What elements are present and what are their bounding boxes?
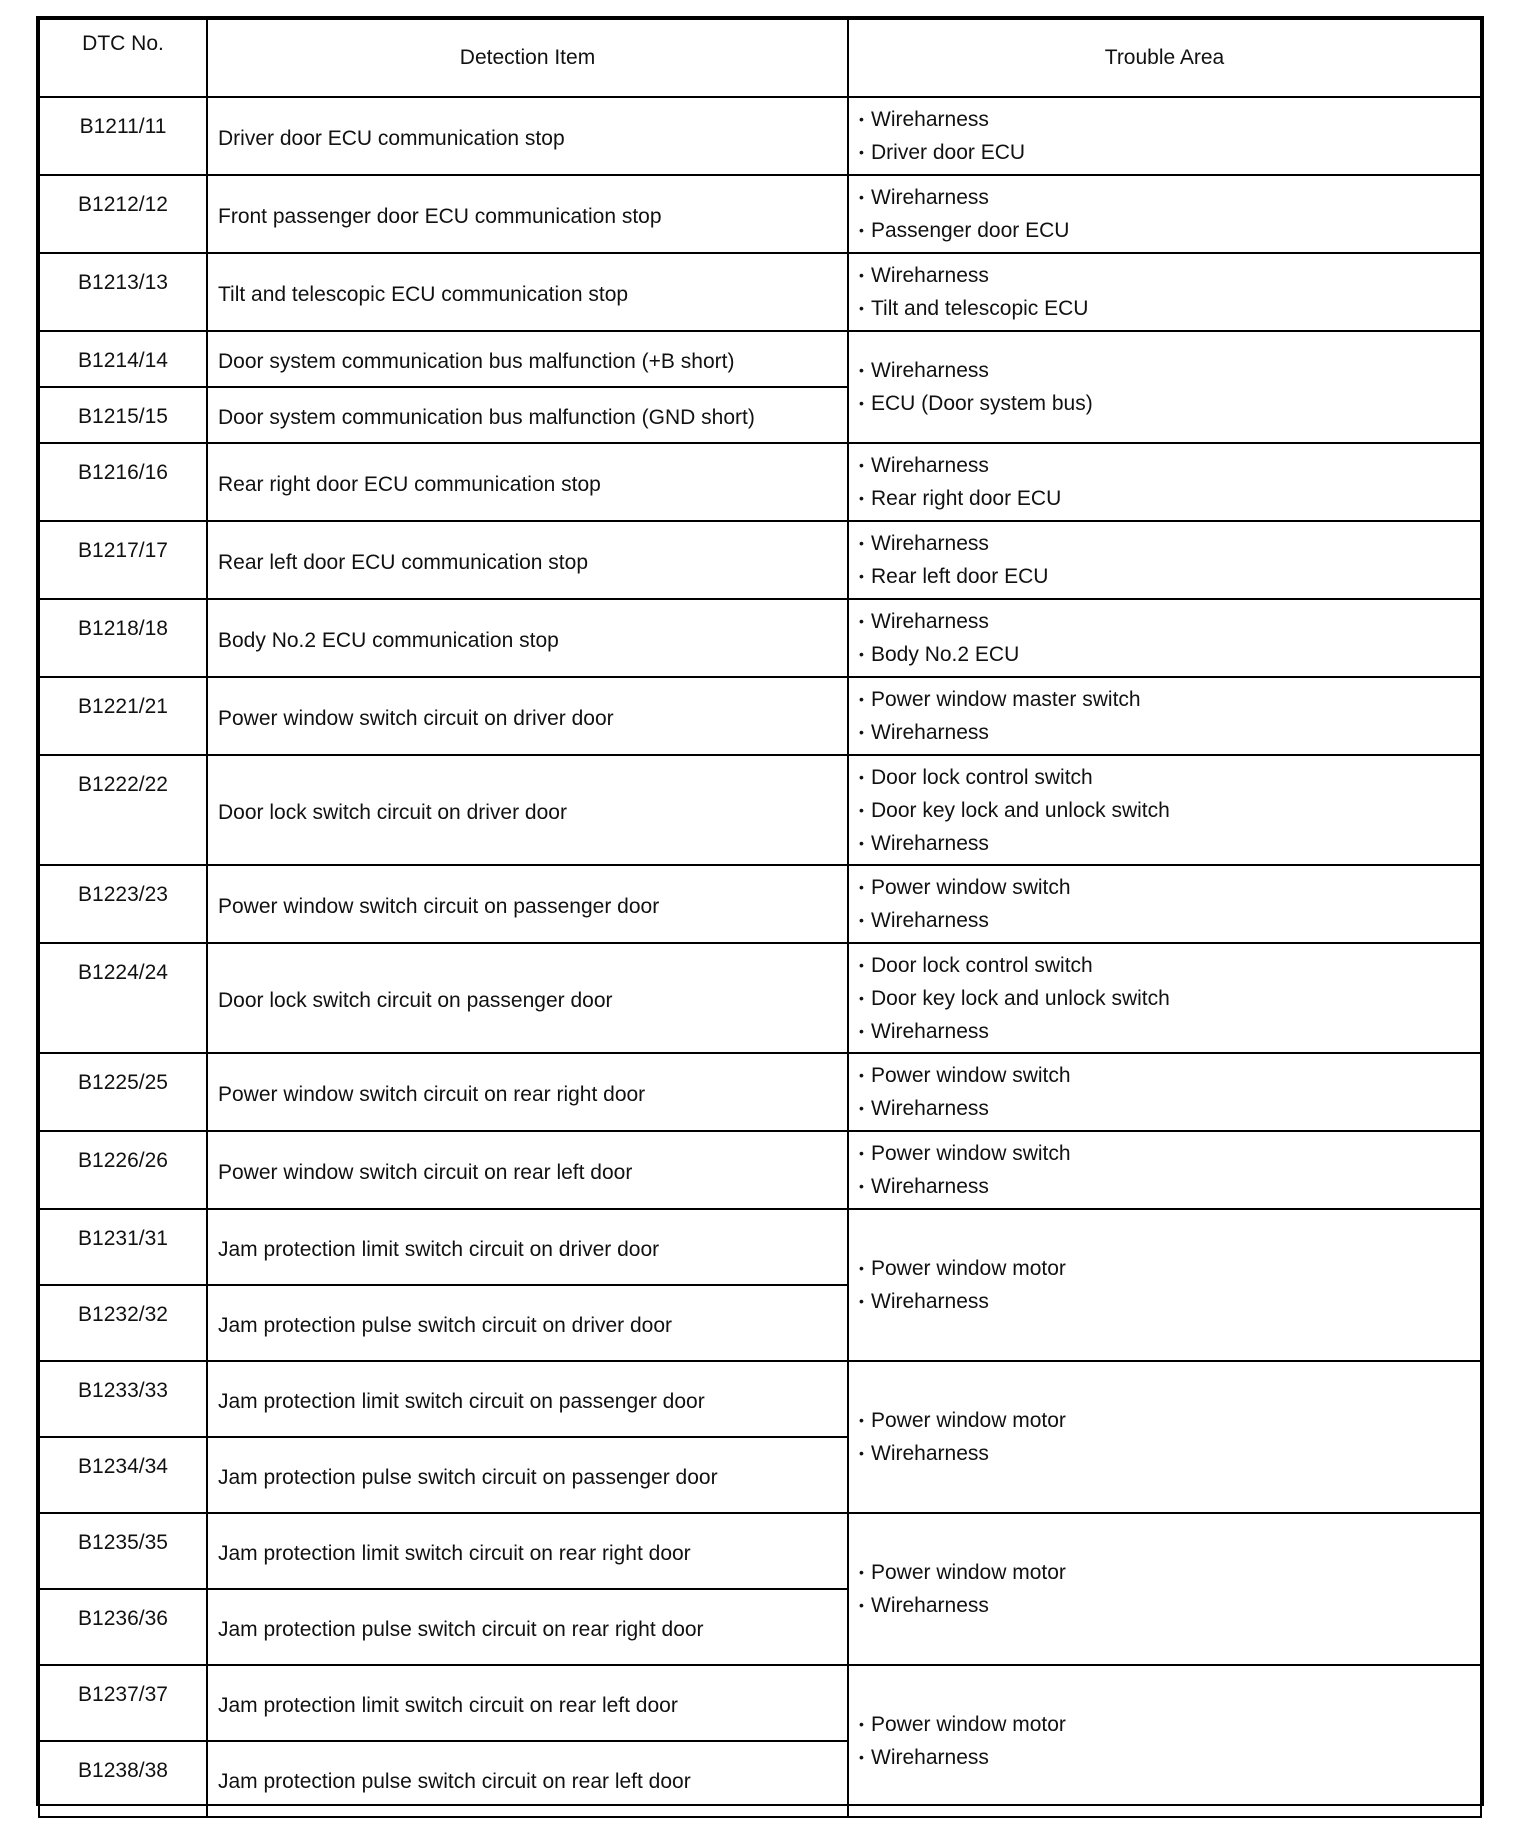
trouble-area-item <box>859 1437 1480 1470</box>
table-row <box>39 253 1481 331</box>
trouble-area-text: Wireharness <box>871 454 989 477</box>
trouble-area-text: Wireharness <box>871 108 989 131</box>
bullet-icon: • <box>859 879 864 895</box>
trouble-area-text: Wireharness <box>871 1175 989 1198</box>
bullet-icon: • <box>859 1100 864 1116</box>
detection-item-cell: Driver door ECU communication stop <box>207 97 848 175</box>
table-row <box>39 175 1481 253</box>
trouble-area-text: Door key lock and unlock switch <box>871 798 1170 822</box>
trouble-area-item <box>859 605 1480 638</box>
bullet-icon: • <box>859 1445 864 1461</box>
trouble-area-text: Tilt and telescopic ECU <box>871 297 1089 320</box>
trouble-area-item <box>859 716 1480 749</box>
trouble-area-item <box>859 482 1480 515</box>
bullet-icon: • <box>859 724 864 740</box>
trouble-area-item <box>859 527 1480 560</box>
trouble-area-text: Wireharness <box>871 909 989 932</box>
dtc-code-cell <box>39 175 207 253</box>
bullet-icon: • <box>859 1716 864 1732</box>
trouble-area-text: ECU (Door system bus) <box>871 392 1093 415</box>
trouble-area-cell <box>848 175 1481 253</box>
bullet-icon: • <box>859 989 864 1006</box>
bullet-icon: • <box>859 1412 864 1428</box>
trouble-area-item <box>859 904 1480 937</box>
dtc-code-cell <box>39 1131 207 1209</box>
trouble-area-item <box>859 354 1480 387</box>
dtc-code: B1234/34 <box>78 1455 168 1478</box>
table-row <box>39 599 1481 677</box>
bullet-icon: • <box>859 111 864 127</box>
table-row <box>39 1665 1481 1741</box>
trouble-area-cell <box>848 1131 1481 1209</box>
table-row <box>39 443 1481 521</box>
dtc-code: B1217/17 <box>78 539 168 562</box>
bullet-icon: • <box>859 535 864 551</box>
dtc-code: B1232/32 <box>78 1303 168 1326</box>
trouble-area-cell <box>848 1361 1481 1513</box>
detection-item-cell: Tilt and telescopic ECU communication stop <box>207 253 848 331</box>
trouble-area-item <box>859 181 1480 214</box>
bullet-icon: • <box>859 568 864 584</box>
dtc-code: B1214/14 <box>78 349 168 372</box>
trouble-area-item <box>859 387 1480 420</box>
trouble-area-text: Wireharness <box>871 610 989 633</box>
trouble-area-item <box>859 1741 1480 1774</box>
detection-item-cell: Door system communication bus malfunction (GND short) <box>207 387 848 443</box>
bullet-icon: • <box>859 267 864 283</box>
table-row <box>39 755 1481 865</box>
header-trouble-area: Trouble Area <box>848 19 1481 97</box>
trouble-area-cell <box>848 443 1481 521</box>
trouble-area-text: Door lock control switch <box>871 953 1093 977</box>
detection-item-cell: Jam protection limit switch circuit on driver door <box>207 1209 848 1285</box>
dtc-code-cell <box>39 755 207 865</box>
trouble-area-cell <box>848 943 1481 1053</box>
trouble-area-cell <box>848 97 1481 175</box>
dtc-code-cell <box>39 253 207 331</box>
bullet-icon: • <box>859 912 864 928</box>
trouble-area-item <box>859 1589 1480 1622</box>
trouble-area-text: Body No.2 ECU <box>871 643 1020 666</box>
dtc-code: B1218/18 <box>78 617 168 640</box>
dtc-code: B1215/15 <box>78 405 168 428</box>
trouble-area-item <box>859 136 1480 169</box>
bullet-icon: • <box>859 1145 864 1161</box>
dtc-code: B1225/25 <box>78 1071 168 1094</box>
trouble-area-text: Passenger door ECU <box>871 219 1070 242</box>
bullet-icon: • <box>859 222 864 238</box>
detection-item-cell: Door system communication bus malfunction (+B short) <box>207 331 848 387</box>
dtc-code: B1226/26 <box>78 1149 168 1172</box>
detection-item-cell: Jam protection limit switch circuit on rear right door <box>207 1513 848 1589</box>
bullet-icon: • <box>859 1022 864 1039</box>
dtc-table-container <box>36 16 1484 1806</box>
dtc-code-cell <box>39 1209 207 1285</box>
dtc-code-cell <box>39 1513 207 1589</box>
trouble-area-item <box>859 259 1480 292</box>
dtc-code: B1233/33 <box>78 1379 168 1402</box>
table-row <box>39 331 1481 387</box>
trouble-area-item <box>859 560 1480 593</box>
trouble-area-text: Wireharness <box>871 1594 989 1617</box>
bullet-icon: • <box>859 362 864 378</box>
trouble-area-item <box>859 638 1480 671</box>
trouble-area-cell <box>848 755 1481 865</box>
dtc-code-cell <box>39 97 207 175</box>
trouble-area-cell <box>848 1665 1481 1817</box>
detection-item-cell: Rear right door ECU communication stop <box>207 443 848 521</box>
trouble-area-item <box>859 1137 1480 1170</box>
bullet-icon: • <box>859 691 864 707</box>
trouble-area-item <box>859 1059 1480 1092</box>
dtc-code: B1237/37 <box>78 1683 168 1706</box>
table-row <box>39 677 1481 755</box>
bullet-icon: • <box>859 1260 864 1276</box>
bullet-icon: • <box>859 1178 864 1194</box>
trouble-area-text: Rear right door ECU <box>871 487 1062 510</box>
table-row <box>39 1513 1481 1589</box>
detection-item-cell: Jam protection pulse switch circuit on rear left door <box>207 1741 848 1817</box>
trouble-area-item <box>859 214 1480 247</box>
dtc-code-cell <box>39 1053 207 1131</box>
trouble-area-item <box>859 1708 1480 1741</box>
bullet-icon: • <box>859 300 864 316</box>
dtc-code: B1236/36 <box>78 1607 168 1630</box>
trouble-area-item <box>859 1015 1480 1048</box>
trouble-area-text: Power window master switch <box>871 688 1141 711</box>
dtc-code-cell <box>39 387 207 443</box>
bullet-icon: • <box>859 613 864 629</box>
dtc-code: B1216/16 <box>78 461 168 484</box>
trouble-area-cell <box>848 677 1481 755</box>
detection-item-cell: Power window switch circuit on driver door <box>207 677 848 755</box>
trouble-area-text: Power window motor <box>871 1257 1066 1280</box>
bullet-icon: • <box>859 490 864 506</box>
trouble-area-cell <box>848 253 1481 331</box>
trouble-area-item <box>859 1285 1480 1318</box>
trouble-area-text: Wireharness <box>871 186 989 209</box>
detection-item-cell: Jam protection limit switch circuit on rear left door <box>207 1665 848 1741</box>
bullet-icon: • <box>859 834 864 851</box>
table-row <box>39 521 1481 599</box>
dtc-code: B1213/13 <box>78 271 168 294</box>
dtc-code-cell <box>39 331 207 387</box>
trouble-area-item <box>859 827 1480 860</box>
bullet-icon: • <box>859 395 864 411</box>
dtc-code-cell <box>39 521 207 599</box>
dtc-code-cell <box>39 1285 207 1361</box>
trouble-area-text: Power window motor <box>871 1409 1066 1432</box>
dtc-code-cell <box>39 443 207 521</box>
detection-item-cell: Rear left door ECU communication stop <box>207 521 848 599</box>
trouble-area-item <box>859 683 1480 716</box>
trouble-area-text: Wireharness <box>871 1290 989 1313</box>
trouble-area-cell <box>848 521 1481 599</box>
detection-item-cell: Front passenger door ECU communication stop <box>207 175 848 253</box>
trouble-area-text: Wireharness <box>871 1097 989 1120</box>
trouble-area-cell <box>848 865 1481 943</box>
trouble-area-text: Power window motor <box>871 1713 1066 1736</box>
dtc-code-cell <box>39 677 207 755</box>
trouble-area-text: Wireharness <box>871 1442 989 1465</box>
trouble-area-cell <box>848 599 1481 677</box>
table-row <box>39 97 1481 175</box>
trouble-area-text: Power window switch <box>871 1064 1071 1087</box>
trouble-area-item <box>859 103 1480 136</box>
trouble-area-text: Driver door ECU <box>871 141 1026 164</box>
trouble-area-item <box>859 449 1480 482</box>
trouble-area-item <box>859 1556 1480 1589</box>
trouble-area-item <box>859 871 1480 904</box>
trouble-area-text: Power window motor <box>871 1561 1066 1584</box>
dtc-code: B1211/11 <box>79 115 167 138</box>
trouble-area-item <box>859 1092 1480 1125</box>
trouble-area-item <box>859 949 1480 982</box>
bullet-icon: • <box>859 189 864 205</box>
detection-item-cell: Door lock switch circuit on driver door <box>207 755 848 865</box>
bullet-icon: • <box>859 1564 864 1580</box>
detection-item-cell: Jam protection limit switch circuit on passenger door <box>207 1361 848 1437</box>
trouble-area-item <box>859 794 1480 827</box>
trouble-area-text: Wireharness <box>871 359 989 382</box>
detection-item-cell: Power window switch circuit on passenger door <box>207 865 848 943</box>
bullet-icon: • <box>859 144 864 160</box>
trouble-area-cell <box>848 1513 1481 1665</box>
trouble-area-text: Rear left door ECU <box>871 565 1049 588</box>
table-row <box>39 865 1481 943</box>
bullet-icon: • <box>859 768 864 785</box>
bullet-icon: • <box>859 1067 864 1083</box>
dtc-table <box>38 18 1482 1818</box>
trouble-area-item <box>859 982 1480 1015</box>
dtc-code: B1238/38 <box>78 1759 168 1782</box>
bullet-icon: • <box>859 801 864 818</box>
detection-item-cell: Jam protection pulse switch circuit on rear right door <box>207 1589 848 1665</box>
trouble-area-text: Wireharness <box>871 1746 989 1769</box>
dtc-code: B1224/24 <box>78 961 168 984</box>
trouble-area-cell <box>848 331 1481 443</box>
table-row <box>39 1361 1481 1437</box>
dtc-code-cell <box>39 599 207 677</box>
trouble-area-text: Wireharness <box>871 532 989 555</box>
detection-item-cell: Jam protection pulse switch circuit on driver door <box>207 1285 848 1361</box>
trouble-area-item <box>859 292 1480 325</box>
bullet-icon: • <box>859 1293 864 1309</box>
trouble-area-item <box>859 1170 1480 1203</box>
table-row <box>39 943 1481 1053</box>
dtc-code: B1221/21 <box>78 695 168 718</box>
trouble-area-item <box>859 1404 1480 1437</box>
trouble-area-item <box>859 1252 1480 1285</box>
trouble-area-text: Wireharness <box>871 831 989 855</box>
detection-item-cell: Jam protection pulse switch circuit on passenger door <box>207 1437 848 1513</box>
table-row <box>39 1131 1481 1209</box>
trouble-area-text: Power window switch <box>871 876 1071 899</box>
dtc-code: B1235/35 <box>78 1531 168 1554</box>
bullet-icon: • <box>859 646 864 662</box>
dtc-code-cell <box>39 1437 207 1513</box>
detection-item-cell: Body No.2 ECU communication stop <box>207 599 848 677</box>
bullet-icon: • <box>859 956 864 973</box>
trouble-area-text: Wireharness <box>871 721 989 744</box>
bullet-icon: • <box>859 1749 864 1765</box>
detection-item-cell: Power window switch circuit on rear right door <box>207 1053 848 1131</box>
detection-item-cell: Door lock switch circuit on passenger door <box>207 943 848 1053</box>
bullet-icon: • <box>859 457 864 473</box>
bullet-icon: • <box>859 1597 864 1613</box>
header-row <box>39 19 1481 97</box>
header-detection-item: Detection Item <box>207 19 848 97</box>
header-dtc-no: DTC No. <box>39 19 207 97</box>
dtc-code-cell <box>39 1741 207 1817</box>
dtc-code-cell <box>39 1361 207 1437</box>
trouble-area-text: Door lock control switch <box>871 765 1093 789</box>
dtc-code-cell <box>39 1665 207 1741</box>
dtc-code-cell <box>39 1589 207 1665</box>
trouble-area-text: Power window switch <box>871 1142 1071 1165</box>
trouble-area-text: Door key lock and unlock switch <box>871 986 1170 1010</box>
trouble-area-cell <box>848 1053 1481 1131</box>
trouble-area-text: Wireharness <box>871 1019 989 1043</box>
trouble-area-text: Wireharness <box>871 264 989 287</box>
trouble-area-item <box>859 761 1480 794</box>
table-row <box>39 1209 1481 1285</box>
dtc-code: B1212/12 <box>78 193 168 216</box>
table-row <box>39 1053 1481 1131</box>
dtc-table-body <box>39 97 1481 1817</box>
dtc-code-cell <box>39 865 207 943</box>
dtc-code: B1231/31 <box>78 1227 168 1250</box>
dtc-code: B1223/23 <box>78 883 168 906</box>
dtc-code: B1222/22 <box>78 773 168 796</box>
detection-item-cell: Power window switch circuit on rear left door <box>207 1131 848 1209</box>
dtc-code-cell <box>39 943 207 1053</box>
trouble-area-cell <box>848 1209 1481 1361</box>
